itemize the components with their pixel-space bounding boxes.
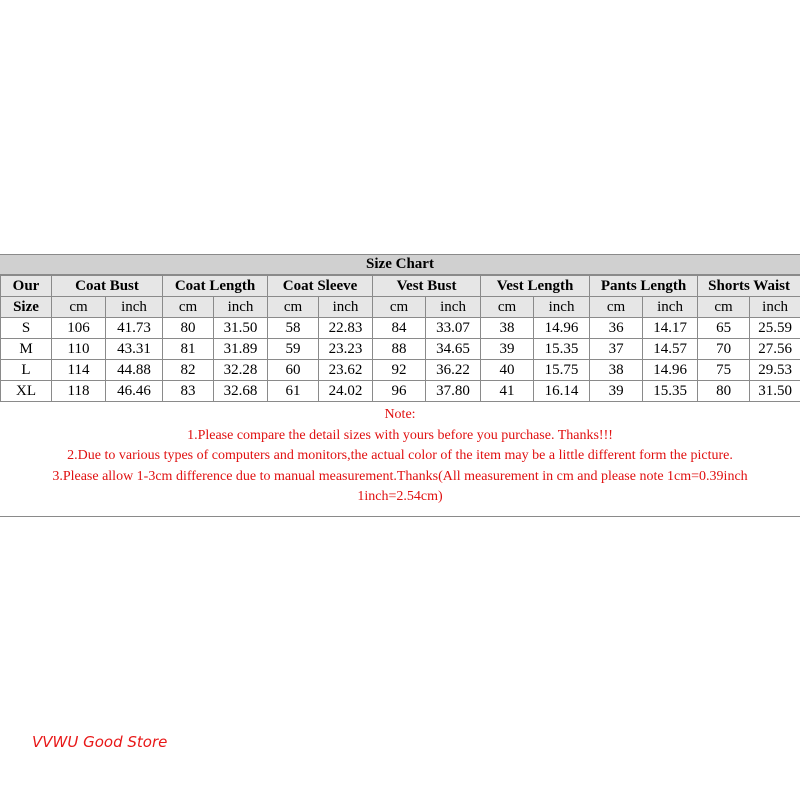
value-cell: 88: [373, 339, 426, 360]
measurement-header-row: [1, 276, 800, 297]
our-size-label-top: Our: [1, 276, 52, 297]
header-shorts-waist: Shorts Waist: [698, 276, 800, 297]
value-cell: 15.35: [534, 339, 590, 360]
store-brand: VVWU Good Store: [32, 733, 168, 751]
value-cell: 39: [590, 381, 643, 402]
unit-header-row: [1, 297, 800, 318]
note-line: 1.Please compare the detail sizes with yours before you purchase. Thanks!!!: [187, 427, 613, 443]
value-cell: 96: [373, 381, 426, 402]
value-cell: 65: [698, 318, 750, 339]
value-cell: 61: [268, 381, 319, 402]
header-coat-length: Coat Length: [163, 276, 268, 297]
unit-cm: cm: [163, 297, 214, 318]
value-cell: 36.22: [426, 360, 481, 381]
value-cell: 114: [52, 360, 106, 381]
unit-inch: inch: [534, 297, 590, 318]
value-cell: 41.73: [106, 318, 163, 339]
value-cell: 118: [52, 381, 106, 402]
value-cell: 31.50: [214, 318, 268, 339]
value-cell: 38: [481, 318, 534, 339]
value-cell: 38: [590, 360, 643, 381]
value-cell: 92: [373, 360, 426, 381]
unit-cm: cm: [481, 297, 534, 318]
value-cell: 75: [698, 360, 750, 381]
table-row: [1, 339, 800, 360]
value-cell: 14.57: [643, 339, 698, 360]
header-coat-bust: Coat Bust: [52, 276, 163, 297]
size-chart: [0, 254, 800, 517]
unit-cm: cm: [698, 297, 750, 318]
value-cell: 82: [163, 360, 214, 381]
unit-inch: inch: [214, 297, 268, 318]
size-cell: S: [1, 318, 52, 339]
value-cell: 25.59: [750, 318, 800, 339]
size-cell: M: [1, 339, 52, 360]
our-size-label-bottom: Size: [1, 297, 52, 318]
value-cell: 110: [52, 339, 106, 360]
note-line: 2.Due to various types of computers and monitors,the actual color of the item may be a little different form the picture.: [67, 448, 733, 463]
note-line: 1inch=2.54cm): [357, 489, 443, 504]
value-cell: 31.89: [214, 339, 268, 360]
value-cell: 60: [268, 360, 319, 381]
value-cell: 80: [163, 318, 214, 339]
value-cell: 84: [373, 318, 426, 339]
header-coat-sleeve: Coat Sleeve: [268, 276, 373, 297]
table-row: [1, 318, 800, 339]
value-cell: 70: [698, 339, 750, 360]
note-heading: Note:: [384, 407, 416, 422]
value-cell: 80: [698, 381, 750, 402]
unit-cm: cm: [373, 297, 426, 318]
note-line: 3.Please allow 1-3cm difference due to manual measurement.Thanks(All measurement in cm and please note 1cm=0.39inch: [52, 468, 748, 484]
size-table: [0, 275, 800, 402]
value-cell: 22.83: [319, 318, 373, 339]
value-cell: 43.31: [106, 339, 163, 360]
unit-inch: inch: [106, 297, 163, 318]
value-cell: 23.23: [319, 339, 373, 360]
value-cell: 24.02: [319, 381, 373, 402]
value-cell: 15.75: [534, 360, 590, 381]
header-vest-length: Vest Length: [481, 276, 590, 297]
header-pants-length: Pants Length: [590, 276, 698, 297]
value-cell: 14.17: [643, 318, 698, 339]
unit-cm: cm: [52, 297, 106, 318]
unit-inch: inch: [643, 297, 698, 318]
value-cell: 34.65: [426, 339, 481, 360]
value-cell: 83: [163, 381, 214, 402]
unit-cm: cm: [590, 297, 643, 318]
value-cell: 14.96: [643, 360, 698, 381]
value-cell: 40: [481, 360, 534, 381]
value-cell: 32.28: [214, 360, 268, 381]
value-cell: 16.14: [534, 381, 590, 402]
value-cell: 41: [481, 381, 534, 402]
unit-inch: inch: [319, 297, 373, 318]
value-cell: 81: [163, 339, 214, 360]
size-cell: L: [1, 360, 52, 381]
value-cell: 39: [481, 339, 534, 360]
value-cell: 14.96: [534, 318, 590, 339]
table-row: [1, 381, 800, 402]
value-cell: 29.53: [750, 360, 800, 381]
unit-inch: inch: [426, 297, 481, 318]
table-row: [1, 360, 800, 381]
value-cell: 59: [268, 339, 319, 360]
value-cell: 15.35: [643, 381, 698, 402]
value-cell: 32.68: [214, 381, 268, 402]
size-cell: XL: [1, 381, 52, 402]
value-cell: 37.80: [426, 381, 481, 402]
value-cell: 31.50: [750, 381, 800, 402]
value-cell: 23.62: [319, 360, 373, 381]
value-cell: 37: [590, 339, 643, 360]
value-cell: 36: [590, 318, 643, 339]
value-cell: 27.56: [750, 339, 800, 360]
unit-cm: cm: [268, 297, 319, 318]
value-cell: 106: [52, 318, 106, 339]
value-cell: 33.07: [426, 318, 481, 339]
header-vest-bust: Vest Bust: [373, 276, 481, 297]
value-cell: 44.88: [106, 360, 163, 381]
note-section: [0, 402, 800, 517]
size-chart-title: Size Chart: [0, 254, 800, 275]
value-cell: 58: [268, 318, 319, 339]
value-cell: 46.46: [106, 381, 163, 402]
unit-inch: inch: [750, 297, 800, 318]
